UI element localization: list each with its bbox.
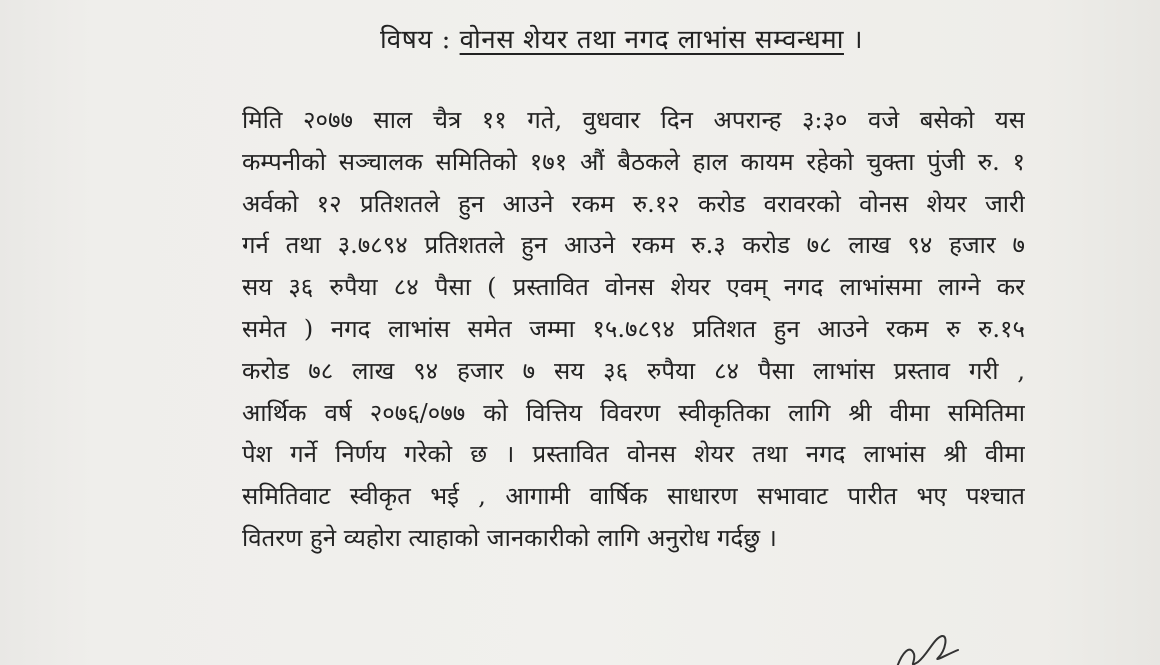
body-line: समितिवाट स्वीकृत भई , आगामी वार्षिक साधारण सभावाट पारीत भए पश्चात xyxy=(242,482,1025,511)
body-line: आर्थिक वर्ष २०७६/०७७ को वित्तिय विवरण स्वीकृतिका लागि श्री वीमा समितिमा xyxy=(242,398,1025,427)
body-line: पेश गर्ने निर्णय गरेको छ । प्रस्तावित वोनस शेयर तथा नगद लाभांस श्री वीमा xyxy=(242,440,1025,469)
signature-mark xyxy=(888,632,978,665)
subject-topic: वोनस शेयर तथा नगद लाभांस सम्वन्धमा xyxy=(459,25,844,55)
subject-label: विषय : xyxy=(380,25,451,55)
body-paragraph xyxy=(242,100,1025,560)
body-line: सय ३६ रुपैया ८४ पैसा ( प्रस्तावित वोनस शेयर एवम् नगद लाभांसमा लाग्ने कर xyxy=(242,273,1025,302)
subject-line xyxy=(380,20,863,56)
body-line: गर्न तथा ३.७८९४ प्रतिशतले हुन आउने रकम रु.३ करोड ७८ लाख ९४ हजार ७ xyxy=(242,231,1025,260)
body-line: मिति २०७७ साल चैत्र ११ गते, वुधवार दिन अपरान्ह ३:३० वजे बसेको यस xyxy=(242,106,1025,134)
body-line: कम्पनीको सञ्चालक समितिको १७१ औं बैठकले हाल कायम रहेको चुक्ता पुंजी रु. १ xyxy=(242,147,1025,176)
subject-end-mark: । xyxy=(852,25,864,55)
body-line: समेत ) नगद लाभांस समेत जम्मा १५.७८९४ प्रतिशत हुन आउने रकम रु रु.१५ xyxy=(242,314,1025,343)
body-line: अर्वको १२ प्रतिशतले हुन आउने रकम रु.१२ करोड वरावरको वोनस शेयर जारी xyxy=(242,189,1025,218)
body-line: करोड ७८ लाख ९४ हजार ७ सय ३६ रुपैया ८४ पैसा लाभांस प्रस्ताव गरी , xyxy=(242,356,1025,385)
body-line-last: वितरण हुने व्यहोरा त्याहाको जानकारीको लागि अनुरोध गर्दछु । xyxy=(242,523,777,552)
